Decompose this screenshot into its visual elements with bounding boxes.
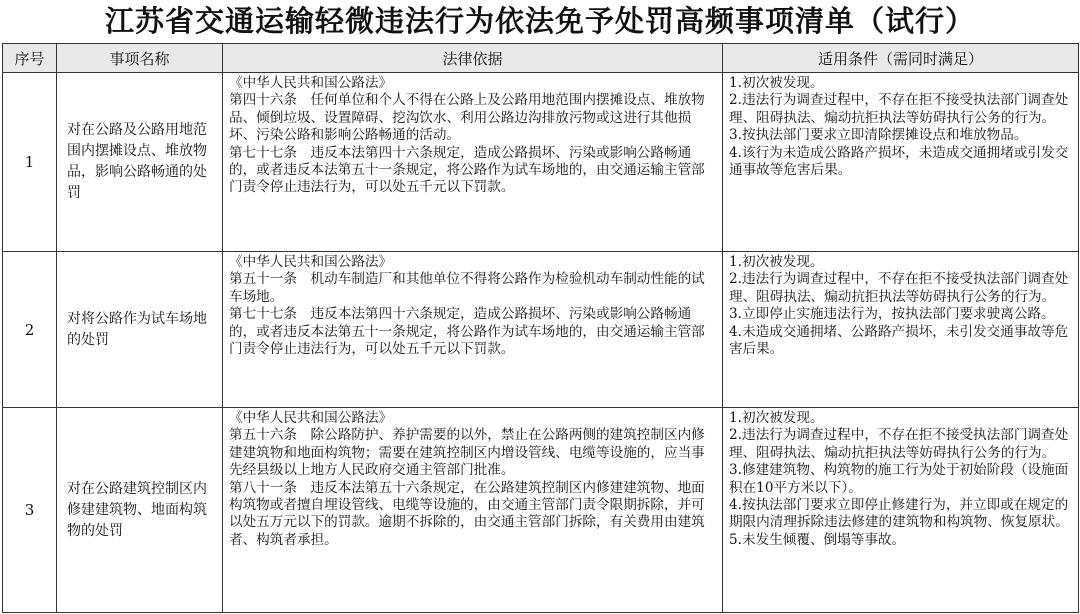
conditions: [723, 408, 1079, 613]
condition-item: 5.未发生倾覆、倒塌等事故。: [729, 531, 906, 548]
law-title: 《中华人民共和国公路法》: [229, 254, 393, 270]
conditions: [723, 252, 1079, 408]
condition-item: 2.违法行为调查过程中，不存在拒不接受执法部门调查处理、阻碍执法、煽动抗拒执法等妨碍执行公务的行为。: [729, 92, 1069, 126]
row-number: 3: [3, 408, 57, 613]
condition-item: 1.初次被发现。: [729, 254, 824, 270]
legal-basis: [223, 252, 723, 408]
law-article: 第七十七条 违反本法第四十六条规定，造成公路损坏、污染或影响公路畅通的，或者违反本法第五十一条规定，将公路作为试车场地的，由交通运输主管部门责令停止违法行为，可以处五千元以下罚款。: [229, 144, 705, 196]
condition-item: 1.初次被发现。: [729, 410, 824, 426]
header-conditions: 适用条件（需同时满足）: [723, 44, 1079, 73]
condition-item: 2.违法行为调查过程中，不存在拒不接受执法部门调查处理、阻碍执法、煽动抗拒执法等妨碍执行公务的行为。: [729, 427, 1069, 461]
condition-item: 3.修建建筑物、构筑物的施工行为处于初始阶段（设施面积在10平方米以下）。: [729, 462, 1069, 496]
row-number: 1: [3, 73, 57, 252]
table-header-row: [3, 44, 1079, 73]
header-law: 法律依据: [223, 44, 723, 73]
table-row: [3, 73, 1079, 252]
law-article: 第四十六条 任何单位和个人不得在公路上及公路用地范围内摆摊设点、堆放物品、倾倒垃圾、设置障碍、挖沟饮水、利用公路边沟排放污物或这进行其他损坏、污染公路和影响公路畅通的活动。: [229, 92, 705, 144]
condition-item: 3.按执法部门要求立即清除摆摊设点和堆放物品。: [729, 127, 1028, 144]
legal-basis: [223, 408, 723, 613]
condition-item: 1.初次被发现。: [729, 75, 824, 91]
table-row: [3, 252, 1079, 408]
condition-item: 2.违法行为调查过程中，不存在拒不接受执法部门调查处理、阻碍执法、煽动抗拒执法等妨碍执行公务的行为。: [729, 271, 1069, 305]
law-article: 第五十一条 机动车制造厂和其他单位不得将公路作为检验机动车制动性能的试车场地。: [229, 271, 705, 305]
law-title: 《中华人民共和国公路法》: [229, 410, 393, 426]
condition-item: 4.该行为未造成公路路产损坏，未造成交通拥堵或引发交通事故等危害后果。: [729, 144, 1069, 179]
table-row: [3, 408, 1079, 613]
header-no: 序号: [3, 44, 57, 73]
legal-basis: [223, 73, 723, 252]
violation-list-table: [2, 43, 1079, 613]
header-name: 事项名称: [57, 44, 223, 73]
conditions: [723, 73, 1079, 252]
condition-item: 4.未造成交通拥堵、公路路产损坏，未引发交通事故等危害后果。: [729, 323, 1069, 358]
condition-item: 4.按执法部门要求立即停止修建行为，并立即或在规定的期限内清理拆除违法修建的建筑物和构筑物、恢复原状。: [729, 497, 1069, 531]
document-title: 江苏省交通运输轻微违法行为依法免予处罚高频事项清单（试行）: [104, 4, 975, 38]
law-article: 第五十六条 除公路防护、养护需要的以外，禁止在公路两侧的建筑控制区内修建建筑物和地面构筑物；需要在建筑控制区内增设管线、电缆等设施的，应当事先经县级以上地方人民政府交通主管部门批准。: [229, 427, 705, 479]
item-name: 对将公路作为试车场地的处罚: [57, 252, 223, 408]
law-title: 《中华人民共和国公路法》: [229, 75, 393, 91]
row-number: 2: [3, 252, 57, 408]
law-article: 第八十一条 违反本法第五十六条规定，在公路建筑控制区内修建建筑物、地面构筑物或者擅自埋设管线、电缆等设施的，由交通主管部门责令限期拆除，并可以处五万元以下的罚款。逾期不拆除的，由交通主管部门拆除，有关费用由建筑者、构筑者承担。: [229, 479, 705, 548]
item-name: 对在公路建筑控制区内修建建筑物、地面构筑物的处罚: [57, 408, 223, 613]
condition-item: 3.立即停止实施违法行为，按执法部门要求驶离公路。: [729, 306, 1055, 323]
law-article: 第七十七条 违反本法第四十六条规定，造成公路损坏、污染或影响公路畅通的，或者违反本法第五十一条规定，将公路作为试车场地的，由交通运输主管部门责令停止违法行为，可以处五千元以下罚款。: [229, 306, 705, 358]
item-name: 对在公路及公路用地范围内摆摊设点、堆放物品，影响公路畅通的处罚: [57, 73, 223, 252]
